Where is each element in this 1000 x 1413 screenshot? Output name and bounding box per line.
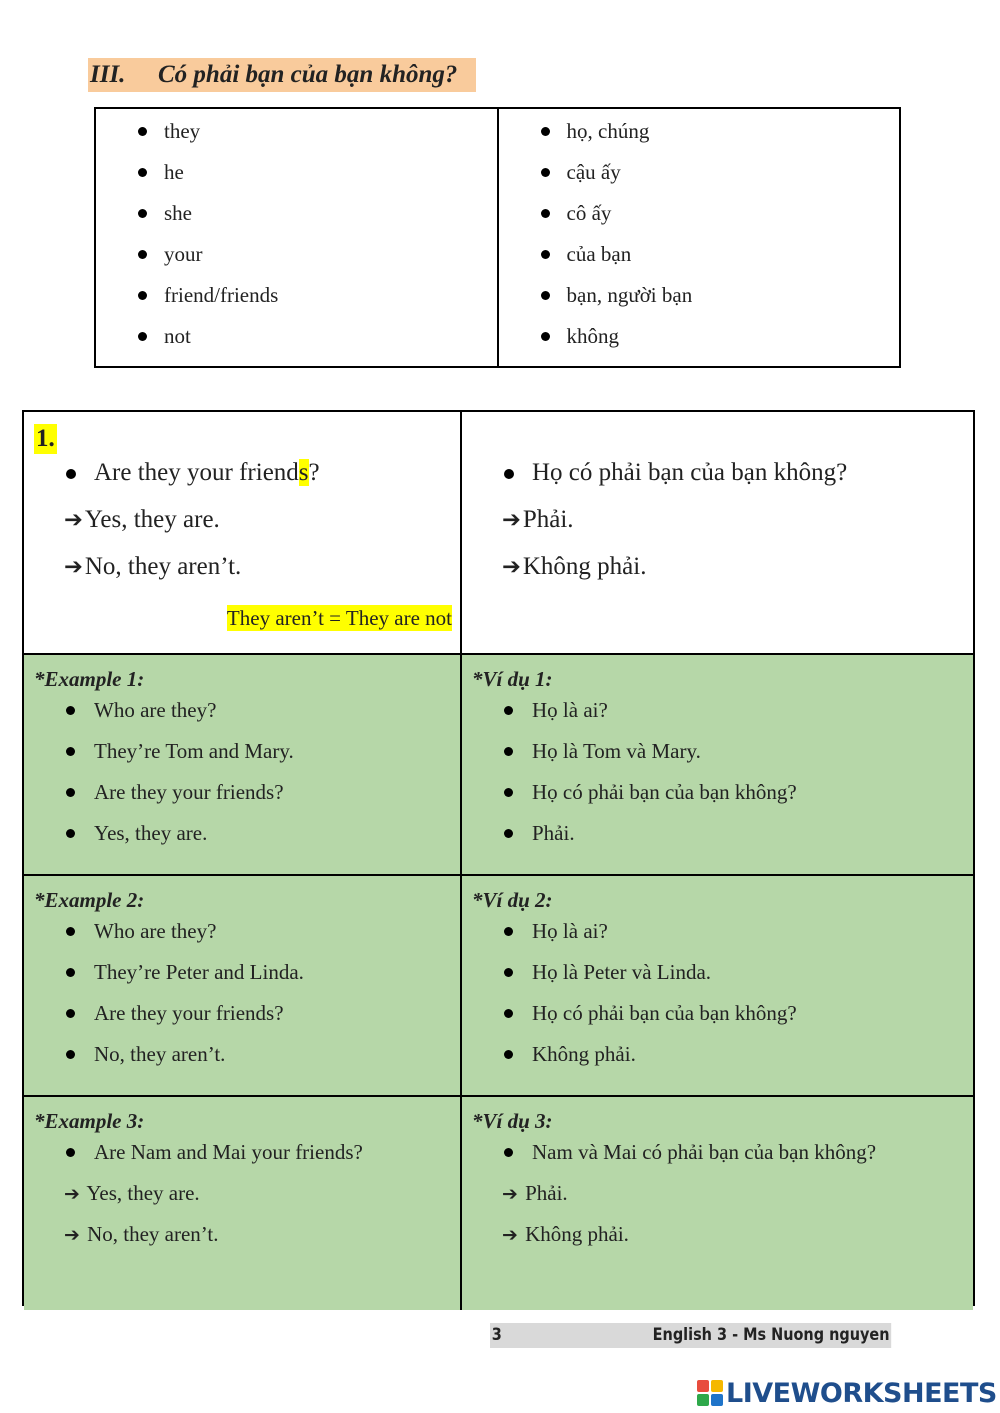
liveworksheets-brand <box>697 1376 997 1410</box>
example-line: Are Nam and Mai your friends? <box>34 1137 460 1178</box>
example-line: Are they your friends? <box>34 998 460 1039</box>
answer-text: Phải. <box>525 1181 568 1205</box>
pattern-yes <box>34 501 460 548</box>
answer-text: Không phải. <box>522 553 647 580</box>
pattern-number: 1. <box>36 425 55 452</box>
question-mark: ? <box>308 459 320 486</box>
page-footer <box>490 1323 891 1348</box>
pattern-row <box>24 412 973 653</box>
example-line: No, they aren’t. <box>34 1039 460 1080</box>
page-number: 3 <box>491 1325 502 1345</box>
answer-text: Phải. <box>522 506 574 533</box>
example-line: Phải. <box>472 818 973 859</box>
liveworksheets-logo-icon <box>697 1380 723 1406</box>
example-line: Họ có phải bạn của bạn không? <box>472 998 973 1039</box>
pattern-vi-question: Họ có phải bạn của bạn không? <box>472 454 973 501</box>
example-english-cell <box>24 1097 462 1310</box>
section-title: Có phải bạn của bạn không? <box>158 61 458 88</box>
arrow-right-icon: ➔ <box>64 554 83 580</box>
example-line <box>34 1219 460 1260</box>
arrow-right-icon: ➔ <box>64 1183 80 1205</box>
example-line: Họ là Peter và Linda. <box>472 957 973 998</box>
example-label: *Ví dụ 1: <box>472 667 553 691</box>
example-line <box>472 1178 973 1219</box>
logo-square <box>711 1394 723 1406</box>
section-heading <box>88 58 476 92</box>
answer-text: Yes, they are. <box>86 1181 200 1205</box>
example-label: *Example 2: <box>34 888 145 912</box>
vocab-item: của bạn <box>499 240 900 281</box>
vocab-item: she <box>96 199 497 240</box>
example-line: Họ có phải bạn của bạn không? <box>472 777 973 818</box>
section-number: III. <box>90 61 126 88</box>
example-vietnamese-cell <box>462 655 973 874</box>
example-vietnamese-cell <box>462 1097 973 1310</box>
vocab-item: cậu ấy <box>499 158 900 199</box>
example-line: They’re Peter and Linda. <box>34 957 460 998</box>
example-line: Nam và Mai có phải bạn của bạn không? <box>472 1137 973 1178</box>
example-line: Họ là ai? <box>472 916 973 957</box>
vocab-item: friend/friends <box>96 281 497 322</box>
answer-text: Không phải. <box>525 1222 629 1246</box>
brand-name: LIVEWORKSHEETS <box>726 1377 997 1409</box>
example-english-cell <box>24 655 462 874</box>
vocab-item: cô ấy <box>499 199 900 240</box>
example-row-3 <box>24 1095 973 1310</box>
example-english-cell <box>24 876 462 1095</box>
pattern-english-cell <box>24 412 462 653</box>
answer-text: No, they aren’t. <box>87 1222 219 1246</box>
arrow-right-icon: ➔ <box>64 1224 80 1246</box>
arrow-right-icon: ➔ <box>64 507 83 533</box>
example-line: Họ là Tom và Mary. <box>472 736 973 777</box>
example-vietnamese-cell <box>462 876 973 1095</box>
example-label: *Example 1: <box>34 667 145 691</box>
pattern-vi-no <box>472 548 973 595</box>
vocab-item: they <box>96 117 497 158</box>
answer-text: No, they aren’t. <box>84 553 242 580</box>
example-line: Who are they? <box>34 695 460 736</box>
vocab-item: bạn, người bạn <box>499 281 900 322</box>
vocab-item: your <box>96 240 497 281</box>
logo-square <box>711 1380 723 1392</box>
pattern-vietnamese-cell <box>462 412 973 653</box>
footer-title: English 3 - Ms Nuong nguyen <box>652 1325 890 1345</box>
vocabulary-table <box>94 107 901 368</box>
example-row-1 <box>24 653 973 874</box>
vocab-item: he <box>96 158 497 199</box>
example-line: Yes, they are. <box>34 818 460 859</box>
vocab-item: not <box>96 322 497 363</box>
question-highlight: s <box>298 459 309 486</box>
example-label: *Ví dụ 2: <box>472 888 553 912</box>
arrow-right-icon: ➔ <box>502 1224 518 1246</box>
logo-square <box>697 1394 709 1406</box>
vocab-item: họ, chúng <box>499 117 900 158</box>
arrow-right-icon: ➔ <box>502 507 521 533</box>
example-row-2 <box>24 874 973 1095</box>
example-label: *Example 3: <box>34 1109 145 1133</box>
example-line: Không phải. <box>472 1039 973 1080</box>
vocab-item: không <box>499 322 900 363</box>
example-line: Are they your friends? <box>34 777 460 818</box>
vocab-vietnamese-column <box>497 109 900 366</box>
pattern-vi-yes <box>472 501 973 548</box>
example-label: *Ví dụ 3: <box>472 1109 553 1133</box>
question-text: Are they your friend <box>94 459 299 486</box>
arrow-right-icon: ➔ <box>502 1183 518 1205</box>
pattern-no <box>34 548 460 595</box>
example-line: Who are they? <box>34 916 460 957</box>
logo-square <box>697 1380 709 1392</box>
grammar-table <box>22 410 975 1306</box>
example-line: They’re Tom and Mary. <box>34 736 460 777</box>
example-line <box>34 1178 460 1219</box>
vocab-english-column <box>96 109 497 366</box>
answer-text: Yes, they are. <box>84 506 220 533</box>
example-line: Họ là ai? <box>472 695 973 736</box>
example-line <box>472 1219 973 1260</box>
contraction-note: They aren’t = They are not <box>226 606 452 630</box>
arrow-right-icon: ➔ <box>502 554 521 580</box>
pattern-question <box>34 454 460 501</box>
